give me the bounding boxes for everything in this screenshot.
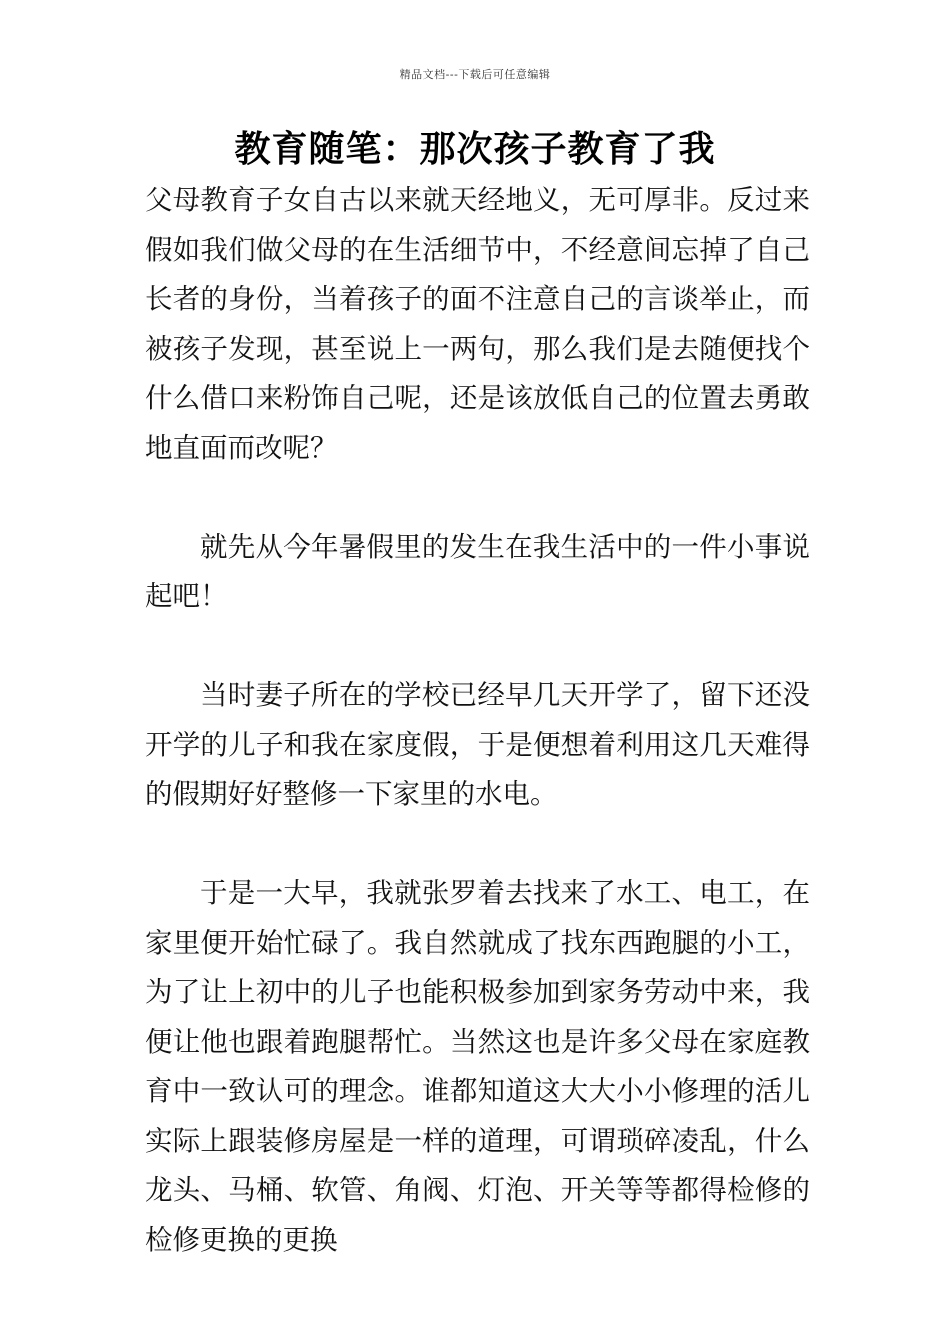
header-note: 精品文档---下载后可任意编辑 (399, 68, 551, 81)
page-title: 教育随笔：那次孩子教育了我 (234, 129, 716, 170)
document-body (145, 176, 810, 1315)
paragraph-intro: 父母教育子女自古以来就天经地义，无可厚非。反过来假如我们做父母的在生活细节中，不经意间忘掉了自己长者的身份，当着孩子的面不注意自己的言谈举止，而被孩子发现，甚至说上一两句，那么我们是去随便找个什么借口来粉饰自己呢，还是该放低自己的位置去勇敢地直面而改呢？ (145, 184, 810, 464)
paragraph-3: 当时妻子所在的学校已经早几天开学了，留下还没开学的儿子和我在家度假，于是便想着利用这几天难得的假期好好整修一下家里的水电。 (145, 679, 810, 810)
paragraph-4: 于是一大早，我就张罗着去找来了水工、电工，在家里便开始忙碌了。我自然就成了找东西跑腿的小工，为了让上初中的儿子也能积极参加到家务劳动中来，我便让他也跟着跑腿帮忙。当然这也是许多父母在家庭教育中一致认可的理念。谁都知道这大大小小修理的活儿实际上跟装修房屋是一样的道理，可谓琐碎凌乱，什么龙头、马桶、软管、角阀、灯泡、开关等等都得检修的检修更换的更换 (145, 877, 810, 1256)
paragraph-2: 就先从今年暑假里的发生在我生活中的一件小事说起吧！ (145, 530, 810, 612)
